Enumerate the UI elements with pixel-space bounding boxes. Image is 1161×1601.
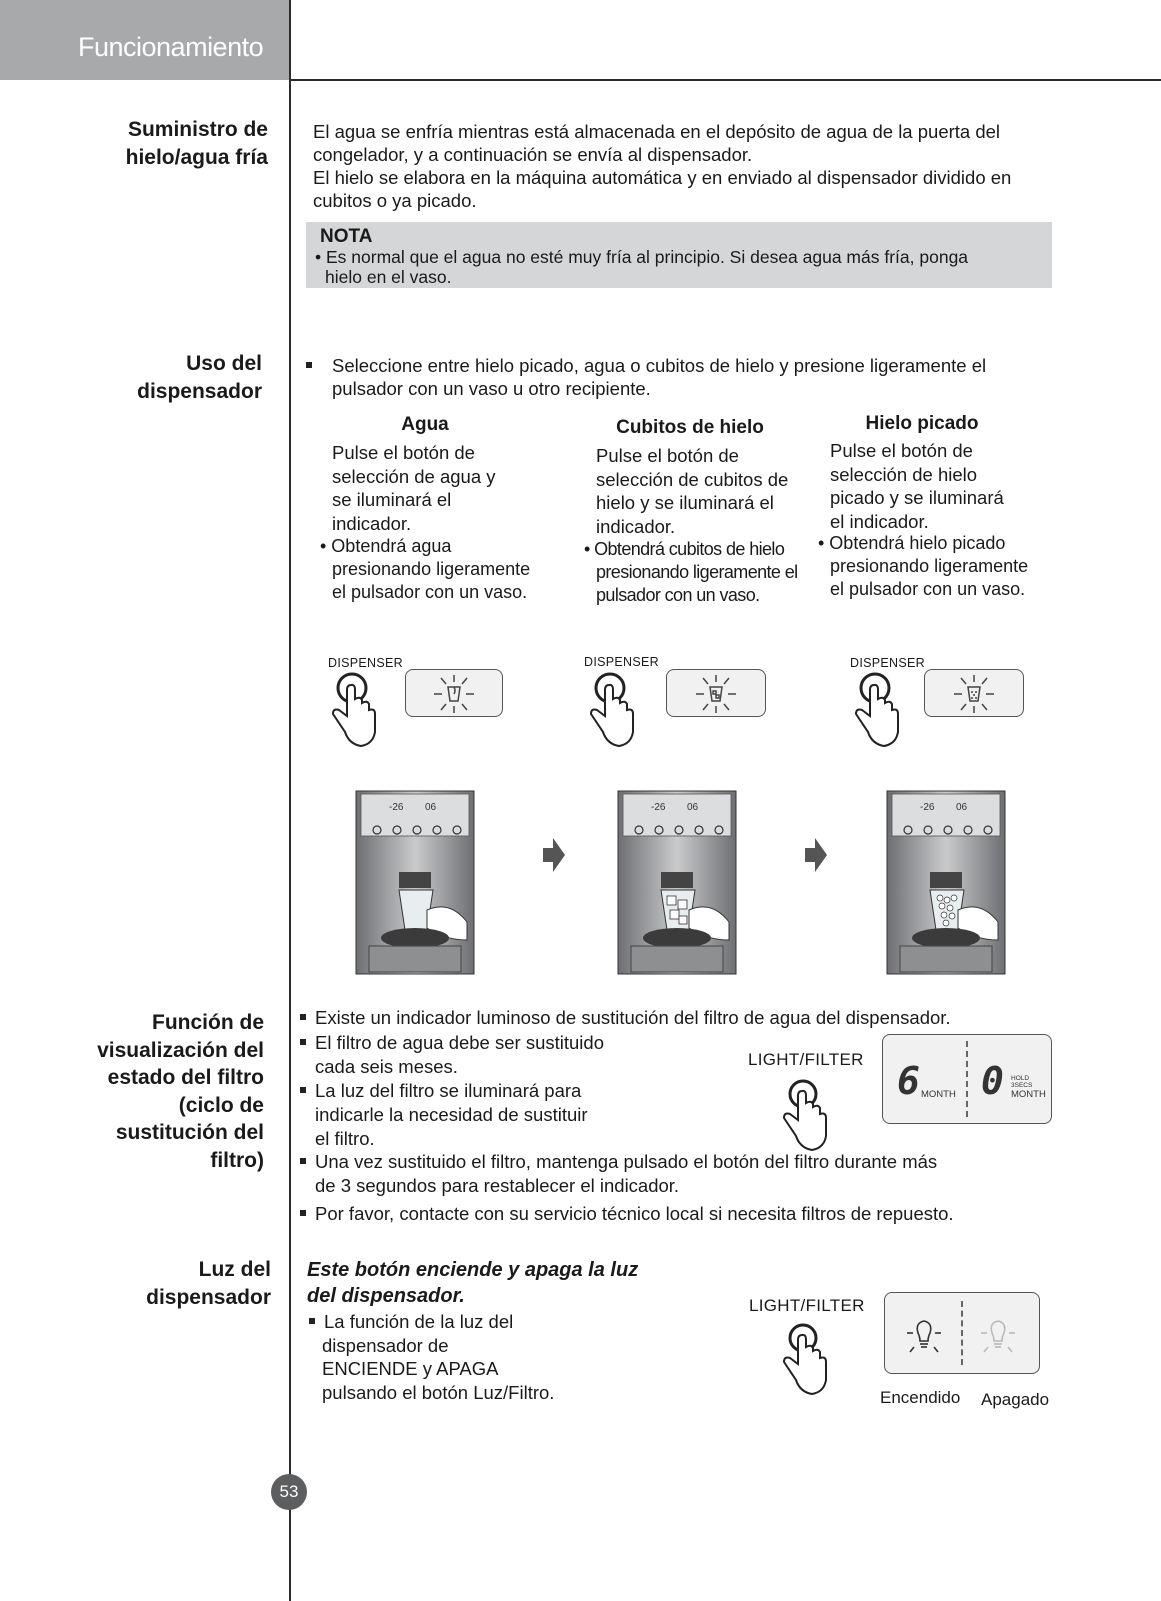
section-header-tab: [0, 0, 290, 80]
crushed-ice-indicator-display: [924, 669, 1024, 717]
square-bullet-icon: [300, 1210, 306, 1216]
month-label-left: MONTH: [921, 1089, 956, 1100]
freezer-temp-readout: -26: [651, 802, 666, 813]
cubed-ice-indicator-display: [666, 669, 766, 717]
fridge-temp-readout: 06: [687, 802, 699, 813]
freezer-temp-readout: -26: [920, 802, 935, 813]
crushed-ice-dispenser-illustration: [886, 790, 1006, 975]
light-filter-label-2: LIGHT/FILTER: [749, 1296, 865, 1315]
pressing-hand-icon: [583, 668, 643, 753]
column-bullet-cubitos: • Obtendrá cubitos de hielo presionando ligeramente el pulsador con un vaso.: [584, 539, 798, 605]
header-rule: [290, 79, 1161, 81]
dispenser-label-2: DISPENSER: [584, 655, 659, 669]
light-on-bulb-icon: [903, 1311, 945, 1357]
filter-reset-digit: 0: [981, 1059, 1004, 1103]
water-indicator-display: [405, 669, 503, 717]
square-bullet-icon: [300, 1014, 306, 1020]
note-box: [306, 222, 1052, 288]
freezer-temp-readout: -26: [389, 802, 404, 813]
light-filter-label: LIGHT/FILTER: [748, 1050, 864, 1069]
margin-rule: [289, 0, 291, 1601]
pressing-hand-icon: [776, 1320, 836, 1400]
supply-section-title: Suministro de hielo/agua fría: [125, 118, 268, 169]
square-bullet-icon: [306, 356, 316, 366]
column-body-picado: Pulse el botón de selección de hielo picado y se iluminará el indicador.: [830, 440, 1004, 532]
light-section-title: Luz del dispensador: [146, 1258, 271, 1309]
square-bullet-icon: [300, 1158, 306, 1164]
filter-section-title: Función de visualización del estado del filtro (ciclo de sustitución del filtro): [97, 1011, 264, 1172]
column-title-picado: Hielo picado: [865, 413, 979, 434]
square-bullet-icon: [300, 1039, 306, 1045]
filter-bullet-4: Una vez sustituido el filtro, mantenga pulsado el botón del filtro durante más de 3 segundos para restablecer el indicador.: [300, 1150, 1100, 1198]
month-label-right: MONTH: [1011, 1089, 1046, 1100]
page-number: 53: [271, 1474, 307, 1510]
light-bullet-1: La función de la luz del dispensador de ENCIENDE y APAGA pulsando el botón Luz/Filtro.: [307, 1310, 727, 1404]
light-off-label: Apagado: [981, 1390, 1050, 1409]
water-dispenser-illustration: [355, 790, 475, 975]
crushed-ice-glass-icon: [925, 670, 1023, 716]
arrow-right-icon: [543, 838, 565, 872]
square-bullet-icon: [300, 1087, 306, 1093]
filter-bullet-1: Existe un indicador luminoso de sustitución del filtro de agua del dispensador.: [300, 1006, 1060, 1030]
filter-months-digit: 6: [897, 1059, 920, 1103]
hold-3secs-label: HOLD 3SECS: [1011, 1075, 1033, 1089]
light-on-label: Encendido: [880, 1388, 961, 1407]
light-lead-text: Este botón enciende y apaga la luz del dispensador.: [307, 1259, 639, 1307]
fridge-temp-readout: 06: [956, 802, 968, 813]
dispenser-label-3: DISPENSER: [850, 656, 925, 670]
column-body-cubitos: Pulse el botón de selección de cubitos de hielo y se iluminará el indicador.: [596, 445, 789, 537]
section-header-title: Funcionamiento: [78, 32, 264, 62]
light-off-bulb-icon: [977, 1311, 1019, 1357]
usage-intro: Seleccione entre hielo picado, agua o cubitos de hielo y presione ligeramente el pulsador con un vaso u otro recipiente.: [332, 355, 987, 399]
usage-section-title: Uso del dispensador: [137, 352, 262, 403]
pressing-hand-icon: [848, 668, 908, 753]
column-bullet-agua: • Obtendrá agua presionando ligeramente el pulsador con un vaso.: [320, 536, 531, 602]
supply-description: El agua se enfría mientras está almacenada en el depósito de agua de la puerta del congelador, y a continuación se envía al dispensador. El hielo se elabora en la máquina automática y en enviado al dispensador dividido en cubitos o ya picado.: [313, 121, 1012, 211]
filter-bullet-5: Por favor, contacte con su servicio técnico local si necesita filtros de repuesto.: [300, 1202, 1100, 1226]
square-bullet-icon: [309, 1318, 315, 1324]
column-body-agua: Pulse el botón de selección de agua y se iluminará el indicador.: [332, 442, 496, 534]
cubed-ice-dispenser-illustration: [617, 790, 737, 975]
filter-bullet-2: El filtro de agua debe ser sustituido cada seis meses.: [300, 1031, 720, 1079]
note-title: NOTA: [320, 226, 373, 247]
pressing-hand-icon: [325, 668, 385, 753]
column-title-cubitos: Cubitos de hielo: [616, 417, 764, 438]
dispenser-label-1: DISPENSER: [328, 656, 403, 670]
light-status-display: [884, 1292, 1040, 1374]
column-bullet-picado: • Obtendrá hielo picado presionando ligeramente el pulsador con un vaso.: [818, 533, 1029, 599]
fridge-temp-readout: 06: [425, 802, 437, 813]
water-glass-icon: [406, 670, 502, 716]
pressing-hand-icon: [776, 1076, 836, 1156]
note-text: • Es normal que el agua no esté muy fría al principio. Si desea agua más fría, ponga hielo en el vaso.: [315, 247, 969, 287]
column-title-agua: Agua: [401, 414, 449, 435]
arrow-right-icon: [805, 838, 827, 872]
filter-bullet-3: La luz del filtro se iluminará para indicarle la necesidad de sustituir el filtro.: [300, 1079, 720, 1151]
filter-status-display: [882, 1034, 1052, 1124]
ice-cube-glass-icon: [667, 670, 765, 716]
